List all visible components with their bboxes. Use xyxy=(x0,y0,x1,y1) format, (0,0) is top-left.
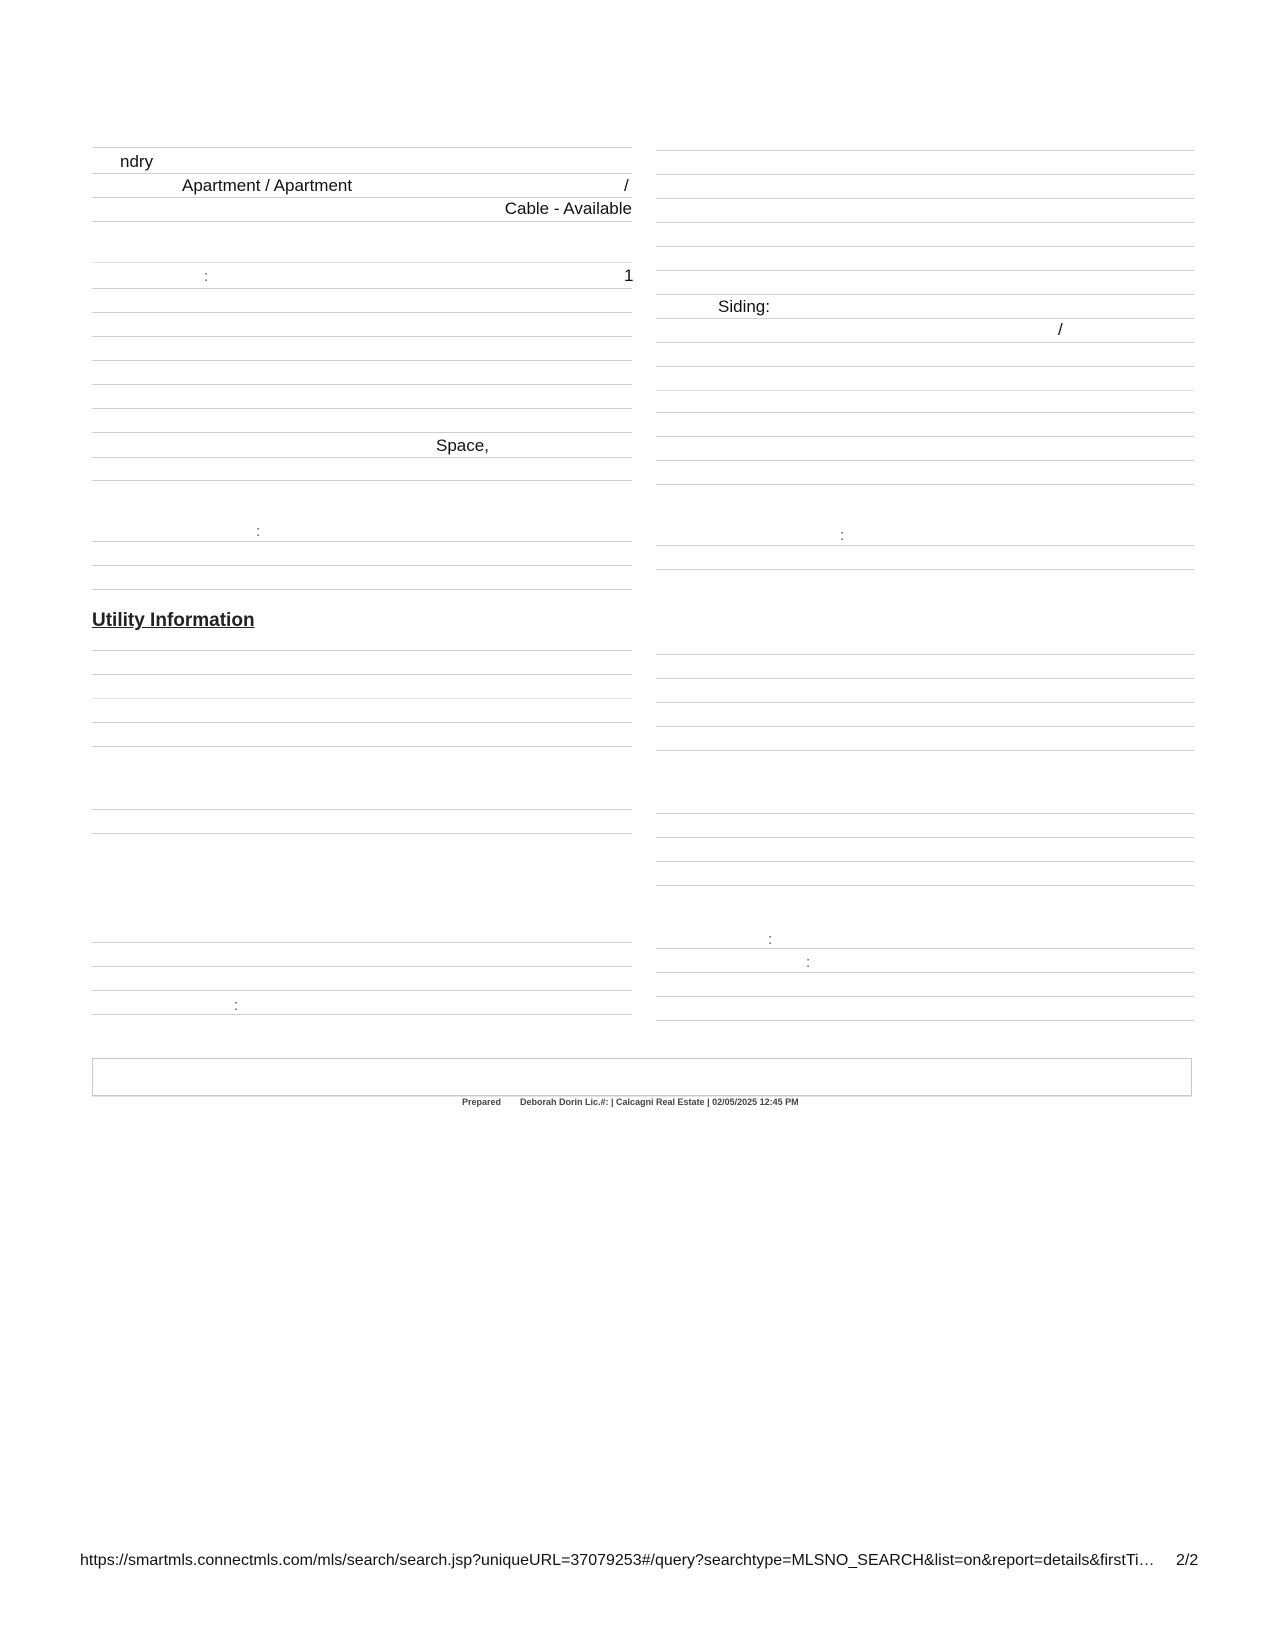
divider xyxy=(656,972,1194,973)
divider xyxy=(656,412,1194,413)
divider xyxy=(656,996,1194,997)
divider xyxy=(92,942,632,943)
divider xyxy=(656,390,1194,391)
divider xyxy=(656,222,1194,223)
count-value: 1 xyxy=(624,266,634,285)
divider xyxy=(656,813,1194,814)
divider xyxy=(92,541,632,542)
siding-label: Siding: xyxy=(718,297,770,316)
divider xyxy=(92,565,632,566)
divider xyxy=(656,270,1194,271)
divider xyxy=(656,1020,1194,1021)
left-column xyxy=(92,0,632,1050)
space-value: Space, xyxy=(436,436,489,455)
divider xyxy=(656,198,1194,199)
divider xyxy=(656,294,1194,295)
divider xyxy=(656,861,1194,862)
colon-mark: : xyxy=(806,954,811,971)
divider xyxy=(92,221,632,222)
divider xyxy=(92,147,632,148)
divider xyxy=(92,722,632,723)
divider xyxy=(92,360,632,361)
colon-mark: : xyxy=(840,527,845,544)
divider xyxy=(656,569,1194,570)
divider xyxy=(92,336,632,337)
remarks-box xyxy=(92,1058,1192,1096)
divider xyxy=(656,484,1194,485)
divider xyxy=(92,650,632,651)
right-column xyxy=(656,0,1194,1050)
colon-mark: : xyxy=(234,997,239,1014)
cable-value: Cable - Available xyxy=(504,199,632,218)
divider xyxy=(656,366,1194,367)
divider xyxy=(656,654,1194,655)
divider xyxy=(92,966,632,967)
divider xyxy=(656,948,1194,949)
divider xyxy=(656,174,1194,175)
divider xyxy=(92,312,632,313)
divider xyxy=(656,342,1194,343)
prepared-by-text: Deborah Dorin Lic.#: | Calcagni Real Estate | 02/05/2025 12:45 PM xyxy=(520,1097,799,1107)
divider xyxy=(92,288,632,289)
divider xyxy=(92,384,632,385)
divider xyxy=(92,408,632,409)
divider xyxy=(656,726,1194,727)
divider xyxy=(92,197,632,198)
divider xyxy=(92,698,632,699)
apartment-value: Apartment / Apartment xyxy=(182,176,353,195)
divider xyxy=(656,885,1194,886)
utility-information-heading: Utility Information xyxy=(92,610,255,631)
divider xyxy=(656,150,1194,151)
divider xyxy=(92,833,632,834)
slash-separator: / xyxy=(1058,320,1063,339)
divider xyxy=(92,262,632,263)
divider xyxy=(92,173,632,174)
slash-separator: / xyxy=(624,176,629,195)
divider xyxy=(92,746,632,747)
colon-mark: : xyxy=(256,523,261,540)
divider xyxy=(92,674,632,675)
divider xyxy=(92,809,632,810)
laundry-fragment: ndry xyxy=(120,152,154,171)
footer-url: https://smartmls.connectmls.com/mls/search/search.jsp?uniqueURL=37079253#/query?searchtype=MLSNO_SEARCH&list=on&report=details&firstTi… xyxy=(80,1552,1155,1569)
divider xyxy=(656,436,1194,437)
divider xyxy=(656,545,1194,546)
divider xyxy=(92,1014,632,1015)
divider xyxy=(656,318,1194,319)
colon-mark: : xyxy=(204,268,209,285)
divider xyxy=(92,589,632,590)
divider xyxy=(92,990,632,991)
divider xyxy=(656,246,1194,247)
page-number: 2/2 xyxy=(1176,1552,1199,1569)
divider xyxy=(656,837,1194,838)
divider xyxy=(656,678,1194,679)
divider xyxy=(92,432,632,433)
prepared-label: Prepared xyxy=(462,1097,502,1107)
divider xyxy=(92,457,632,458)
colon-mark: : xyxy=(768,931,773,948)
divider xyxy=(656,750,1194,751)
divider xyxy=(656,460,1194,461)
divider xyxy=(92,480,632,481)
divider xyxy=(656,702,1194,703)
